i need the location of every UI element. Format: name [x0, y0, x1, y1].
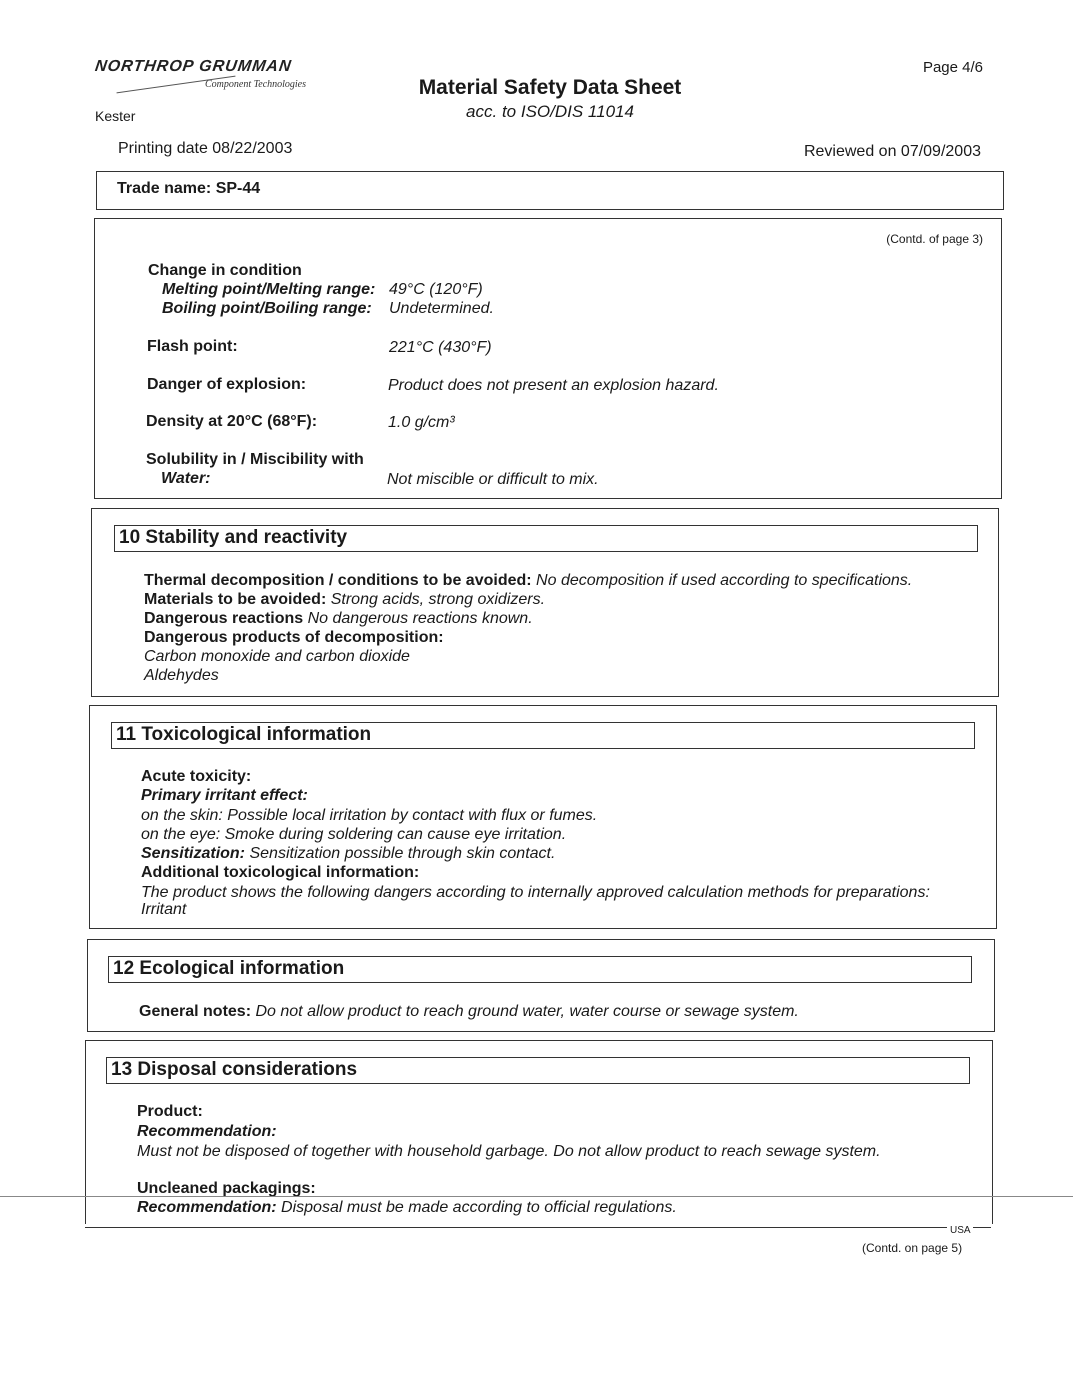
- water-label: Water:: [161, 470, 211, 487]
- additional-info-line-2: Irritant: [141, 901, 187, 918]
- acute-toxicity-label: Acute toxicity:: [141, 768, 252, 785]
- scan-line: [0, 1196, 1073, 1197]
- section-12-box: [87, 939, 995, 1032]
- footer-rule-left: [85, 1227, 947, 1228]
- density-value: 1.0 g/cm³: [388, 414, 455, 431]
- general-notes-value: Do not allow product to reach ground water, water course or sewage system.: [255, 1003, 799, 1020]
- recommendation-2-line: [137, 1198, 677, 1217]
- materials-value: Strong acids, strong oxidizers.: [330, 591, 546, 608]
- recommendation-2-value: Disposal must be made according to official regulations.: [281, 1199, 677, 1216]
- uncleaned-packagings-label: Uncleaned packagings:: [137, 1180, 316, 1197]
- footer-region: USA: [950, 1225, 971, 1236]
- section-10-box: [91, 508, 999, 697]
- boiling-point-label: Boiling point/Boiling range:: [162, 300, 372, 317]
- section-13-heading: 13 Disposal considerations: [106, 1057, 970, 1084]
- thermal-value: No decomposition if used according to specifications.: [536, 572, 913, 589]
- reviewed-date: Reviewed on 07/09/2003: [803, 143, 981, 160]
- products-label: Dangerous products of decomposition:: [144, 629, 444, 646]
- thermal-decomposition-line: [144, 571, 912, 590]
- company-logo: NORTHROP GRUMMAN: [93, 58, 293, 75]
- recommendation-value: Must not be disposed of together with household garbage. Do not allow product to reach sewage system.: [137, 1143, 881, 1160]
- document-title: Material Safety Data Sheet: [418, 76, 682, 99]
- section-11-box: [89, 705, 997, 929]
- trade-name: Trade name: SP-44: [117, 180, 261, 197]
- sensitization-line: [141, 844, 555, 863]
- materials-line: [144, 590, 545, 609]
- footer-rule-right: [973, 1227, 991, 1228]
- product-label: Product:: [137, 1103, 203, 1120]
- flash-point-label: Flash point:: [147, 338, 238, 355]
- water-value: Not miscible or difficult to mix.: [387, 471, 599, 488]
- materials-label: Materials to be avoided:: [144, 591, 327, 608]
- contd-next-page: (Contd. on page 5): [862, 1241, 963, 1255]
- additional-info-line-1: The product shows the following dangers according to internally approved calculation methods for preparations:: [141, 884, 930, 901]
- danger-explosion-value: Product does not present an explosion hazard.: [388, 377, 719, 394]
- sensitization-label: Sensitization:: [141, 845, 246, 862]
- skin-effect-line: on the skin: Possible local irritation by contact with flux or fumes.: [141, 807, 598, 824]
- reactions-value: No dangerous reactions known.: [307, 610, 533, 627]
- section-11-heading: 11 Toxicological information: [111, 722, 975, 749]
- solubility-label: Solubility in / Miscibility with: [146, 451, 364, 468]
- company-name: Kester: [95, 108, 136, 124]
- eye-effect-line: on the eye: Smoke during soldering can cause eye irritation.: [141, 826, 567, 843]
- reactions-label: Dangerous reactions: [144, 610, 304, 627]
- recommendation-label: Recommendation:: [137, 1123, 277, 1140]
- melting-point-label: Melting point/Melting range:: [162, 281, 376, 298]
- danger-explosion-label: Danger of explosion:: [147, 376, 307, 393]
- thermal-label: Thermal decomposition / conditions to be avoided:: [144, 572, 532, 589]
- flash-point-value: 221°C (430°F): [389, 339, 492, 356]
- primary-irritant-label: Primary irritant effect:: [141, 787, 308, 804]
- logo-subtitle: Component Technologies: [205, 79, 307, 90]
- trade-name-box: [96, 171, 1004, 210]
- section-9-box: [94, 218, 1002, 499]
- sensitization-value: Sensitization possible through skin contact.: [249, 845, 556, 862]
- section-10-heading: 10 Stability and reactivity: [114, 525, 978, 552]
- change-in-condition-label: Change in condition: [148, 262, 302, 279]
- section-12-heading: 12 Ecological information: [108, 956, 972, 983]
- recommendation-2-label: Recommendation:: [137, 1199, 277, 1216]
- melting-point-value: 49°C (120°F): [389, 281, 483, 298]
- page-number: Page 4/6: [922, 59, 983, 76]
- density-label: Density at 20°C (68°F):: [146, 413, 318, 430]
- reactions-line: [144, 609, 533, 628]
- contd-from-page: (Contd. of page 3): [886, 232, 983, 246]
- document-subtitle: acc. to ISO/DIS 11014: [466, 102, 634, 121]
- products-line-1: Carbon monoxide and carbon dioxide: [144, 648, 410, 665]
- printing-date: Printing date 08/22/2003: [118, 140, 293, 157]
- general-notes-line: [139, 1002, 799, 1021]
- additional-info-label: Additional toxicological information:: [141, 864, 420, 881]
- general-notes-label: General notes:: [139, 1003, 252, 1020]
- products-line-2: Aldehydes: [144, 667, 219, 684]
- boiling-point-value: Undetermined.: [389, 300, 494, 317]
